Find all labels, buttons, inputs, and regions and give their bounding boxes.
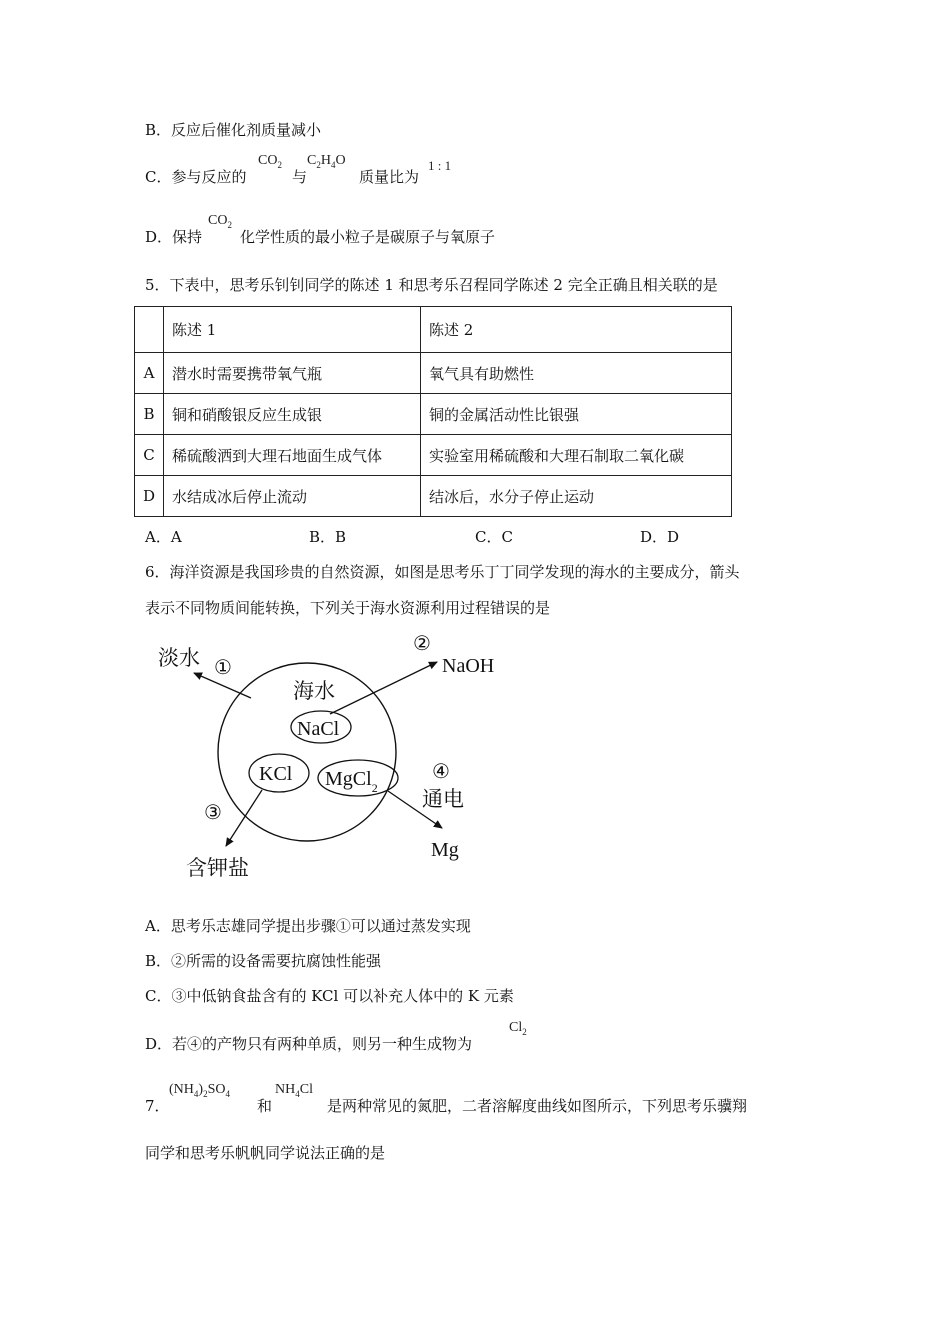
q6-option-b: B．②所需的设备需要抗腐蚀性能强	[145, 952, 382, 970]
table-cell: D	[135, 476, 164, 517]
q4-option-b: B．反应后催化剂质量减小	[145, 121, 322, 139]
table-row	[135, 394, 732, 435]
table-cell: 氧气具有助燃性	[421, 353, 732, 394]
q5-option-d: D．D	[640, 528, 680, 546]
q7-connector: 和	[257, 1097, 273, 1115]
label-electrify: 通电	[422, 787, 464, 811]
table-cell: 结冰后，水分子停止运动	[421, 476, 732, 517]
q5-table	[134, 306, 732, 517]
label-nacl: NaCl	[297, 718, 340, 740]
q4-d-formula-co2: $CO_2$	[208, 213, 232, 230]
table-cell	[135, 307, 164, 353]
q7-stem-rest: 是两种常见的氮肥，二者溶解度曲线如图所示，下列思考乐骥翔	[327, 1097, 748, 1115]
table-header: 陈述 2	[421, 307, 732, 353]
q6-option-c: C．③中低钠食盐含有的 KCl 可以补充人体中的 K 元素	[145, 987, 514, 1005]
label-step1: ①	[214, 657, 232, 679]
q5-option-b: B．B	[309, 528, 347, 546]
table-cell: 铜的金属活动性比银强	[421, 394, 732, 435]
q5-stem: 5．下表中，思考乐钊钊同学的陈述 1 和思考乐召程同学陈述 2 完全正确且相关联的是	[145, 276, 718, 294]
table-cell: C	[135, 435, 164, 476]
table-row	[135, 476, 732, 517]
table-cell: 实验室用稀硫酸和大理石制取二氧化碳	[421, 435, 732, 476]
label-step2: ②	[413, 633, 431, 655]
q4-option-d: D．保持	[145, 228, 203, 246]
q4-option-c	[145, 167, 246, 187]
table-cell: 潜水时需要携带氧气瓶	[164, 353, 421, 394]
q4-c-formula-co2: $CO_2$	[258, 153, 282, 170]
table-cell: B	[135, 394, 164, 435]
label-step3: ③	[204, 802, 222, 824]
label-fresh-water: 淡水	[158, 646, 200, 670]
q4-c-connector: 与	[292, 168, 308, 186]
table-cell: 铜和硝酸银反应生成银	[164, 394, 421, 435]
q4-option-c-prefix: C．参与反应的	[145, 168, 247, 186]
label-seawater: 海水	[293, 679, 335, 703]
q7-formula-ammonium-sulfate: $(NH_4)_2SO_4$	[169, 1082, 230, 1099]
label-mg: Mg	[431, 839, 459, 861]
q7-number: 7．	[145, 1097, 170, 1115]
q4-c-suffix: 质量比为	[359, 168, 420, 186]
label-naoh: NaOH	[442, 655, 495, 677]
table-row	[135, 307, 732, 353]
q6-option-a: A．思考乐志雄同学提出步骤①可以通过蒸发实现	[145, 917, 471, 935]
table-cell: 水结成冰后停止流动	[164, 476, 421, 517]
seawater-diagram	[150, 628, 530, 883]
q4-d-suffix: 化学性质的最小粒子是碳原子与氧原子	[240, 228, 496, 246]
label-step4: ④	[432, 761, 450, 783]
table-row	[135, 435, 732, 476]
q4-c-formula-c2h4o: $C_2H_4O$	[307, 153, 346, 170]
table-cell: 稀硫酸洒到大理石地面生成气体	[164, 435, 421, 476]
q6-option-d: D．若④的产物只有两种单质，则另一种生成物为	[145, 1035, 473, 1053]
q5-option-c: C．C	[475, 528, 513, 546]
q7-formula-ammonium-chloride: $NH_4Cl$	[275, 1082, 313, 1099]
table-row	[135, 353, 732, 394]
label-kcl: KCl	[259, 763, 293, 785]
table-header: 陈述 1	[164, 307, 421, 353]
q7-stem-line2: 同学和思考乐帆帆同学说法正确的是	[145, 1144, 386, 1162]
q4-c-ratio: 1 : 1	[428, 158, 452, 173]
table-cell: A	[135, 353, 164, 394]
q6-stem-line2: 表示不同物质间能转换，下列关于海水资源利用过程错误的是	[145, 599, 551, 617]
q6-stem-line1: 6．海洋资源是我国珍贵的自然资源，如图是思考乐丁丁同学发现的海水的主要成分，箭头	[145, 563, 740, 581]
label-mgcl2: MgCl$_2$	[325, 768, 378, 795]
label-potassium-salt: 含钾盐	[186, 856, 249, 880]
q6-d-formula-cl2: $Cl_2$	[509, 1020, 527, 1037]
q5-option-a: A．A	[145, 528, 182, 546]
